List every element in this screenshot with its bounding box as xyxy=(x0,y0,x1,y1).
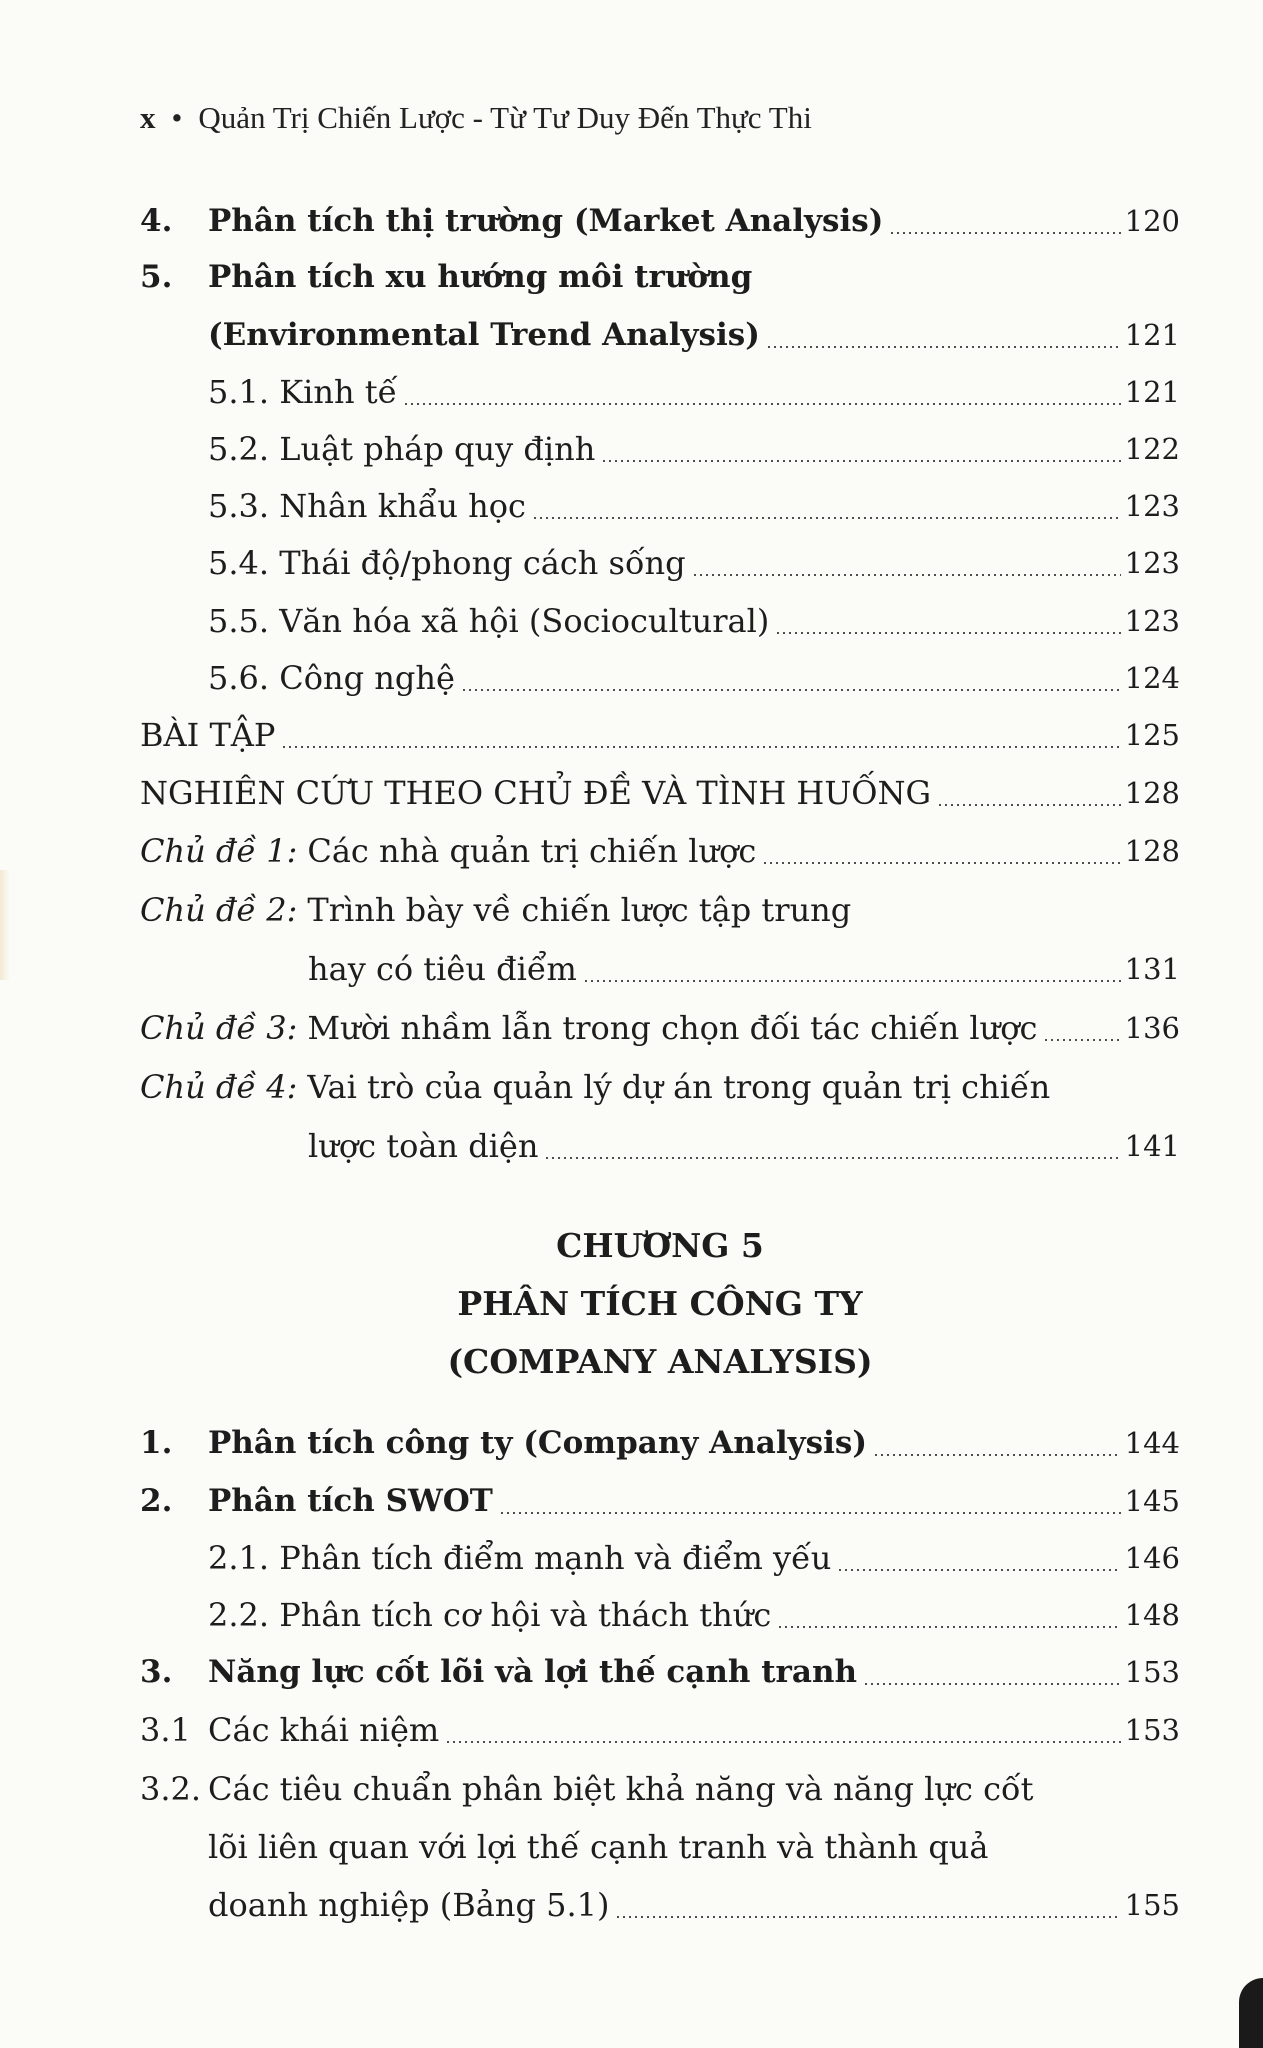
toc-entry-title: lược toàn diện xyxy=(308,1127,539,1165)
toc-entry-title: 5.3. Nhân khẩu học xyxy=(208,487,526,525)
dot-leader xyxy=(889,232,1120,234)
dot-leader xyxy=(281,746,1120,748)
toc-entry-5-6[interactable] xyxy=(208,653,1180,703)
toc-entry-topic-3[interactable] xyxy=(140,1003,1180,1053)
toc-page-number: 123 xyxy=(1124,604,1180,638)
toc-entry-number: 3.2. xyxy=(140,1770,202,1808)
toc-page-number: 120 xyxy=(1124,204,1180,238)
toc-page-number: 123 xyxy=(1124,489,1180,523)
dot-leader xyxy=(403,403,1120,405)
topic-prefix: Chủ đề 2: xyxy=(140,891,298,929)
book-title: Quản Trị Chiến Lược - Từ Tư Duy Đến Thực Thi xyxy=(198,100,812,135)
toc-entry-5-4[interactable] xyxy=(208,538,1180,588)
toc-entry-ch5-3-2-line3[interactable] xyxy=(208,1880,1180,1930)
toc-entry-5-1[interactable] xyxy=(208,367,1180,417)
toc-entry-ch5-2-2[interactable] xyxy=(208,1590,1180,1640)
toc-entry-ch5-3-1[interactable] xyxy=(140,1705,1180,1755)
dot-leader xyxy=(1043,1039,1120,1041)
chapter-number: CHƯƠNG 5 xyxy=(556,1226,764,1265)
dot-leader xyxy=(777,1626,1120,1628)
toc-page-number: 123 xyxy=(1124,546,1180,580)
toc-entry-case-studies[interactable] xyxy=(140,768,1180,818)
page-number-roman: x xyxy=(140,100,156,135)
toc-entry-title: NGHIÊN CỨU THEO CHỦ ĐỀ VÀ TÌNH HUỐNG xyxy=(140,774,932,812)
toc-page-number: 153 xyxy=(1124,1655,1180,1689)
toc-entry-number: 1. xyxy=(140,1425,173,1461)
toc-page-number: 121 xyxy=(1124,375,1180,409)
dot-leader xyxy=(583,980,1121,982)
dot-leader xyxy=(775,632,1120,634)
dot-leader xyxy=(445,1741,1120,1743)
toc-entry-title: Các khái niệm xyxy=(208,1711,440,1749)
dot-leader xyxy=(762,862,1120,864)
toc-entry-title: Phân tích công ty (Company Analysis) xyxy=(208,1425,867,1461)
page-corner-shadow xyxy=(1239,1978,1263,2048)
toc-entry-title: doanh nghiệp (Bảng 5.1) xyxy=(208,1886,610,1924)
toc-page-number: 128 xyxy=(1124,776,1180,810)
toc-entry-title: 2.1. Phân tích điểm mạnh và điểm yếu xyxy=(208,1539,832,1577)
toc-entry-title: Các tiêu chuẩn phân biệt khả năng và năng lực cốt xyxy=(208,1770,1034,1808)
topic-prefix: Chủ đề 3: xyxy=(140,1009,298,1047)
toc-entry-number: 3.1 xyxy=(140,1711,191,1749)
toc-entry-4[interactable] xyxy=(140,196,1180,246)
toc-page-number: 136 xyxy=(1124,1011,1180,1045)
toc-entry-topic-4-cont[interactable] xyxy=(308,1121,1180,1171)
toc-entry-5-cont[interactable] xyxy=(140,310,1180,360)
dot-leader xyxy=(532,517,1121,519)
toc-entry-title: Phân tích SWOT xyxy=(208,1483,493,1519)
toc-entry-5-5[interactable] xyxy=(208,596,1180,646)
toc-entry-title: Mười nhầm lẫn trong chọn đối tác chiến lược xyxy=(307,1009,1038,1047)
toc-entry-number: 3. xyxy=(140,1654,173,1690)
dot-leader xyxy=(863,1683,1121,1685)
toc-entry-title: 5.5. Văn hóa xã hội (Sociocultural) xyxy=(208,602,770,640)
toc-entry-ch5-1[interactable] xyxy=(140,1418,1180,1468)
toc-page-number: 141 xyxy=(1124,1129,1180,1163)
toc-entry-title: 5.6. Công nghệ xyxy=(208,659,455,697)
page-edge-shadow xyxy=(0,870,10,980)
toc-entry-ch5-2-1[interactable] xyxy=(208,1533,1180,1583)
dot-leader xyxy=(615,1916,1120,1918)
dot-leader xyxy=(837,1569,1120,1571)
toc-page-number: 124 xyxy=(1124,661,1180,695)
toc-entry-title: 2.2. Phân tích cơ hội và thách thức xyxy=(208,1596,772,1634)
toc-entry-exercises[interactable] xyxy=(140,710,1180,760)
toc-entry-title: 5.4. Thái độ/phong cách sống xyxy=(208,544,686,582)
dot-leader xyxy=(937,804,1121,806)
dot-leader xyxy=(601,460,1120,462)
toc-entry-5-3[interactable] xyxy=(208,481,1180,531)
dot-leader xyxy=(499,1512,1121,1514)
toc-entry-topic-2-cont[interactable] xyxy=(308,944,1180,994)
toc-page-number: 125 xyxy=(1124,718,1180,752)
toc-page-number: 145 xyxy=(1124,1484,1180,1518)
toc-entry-title: Phân tích xu hướng môi trường xyxy=(208,259,753,295)
toc-page-number: 146 xyxy=(1124,1541,1180,1575)
toc-entry-title: Năng lực cốt lõi và lợi thế cạnh tranh xyxy=(208,1654,858,1690)
toc-page-number: 155 xyxy=(1124,1888,1180,1922)
toc-page-number: 131 xyxy=(1124,952,1180,986)
dot-leader xyxy=(873,1454,1121,1456)
toc-entry-title: Các nhà quản trị chiến lược xyxy=(307,832,757,870)
toc-entry-topic-1[interactable] xyxy=(140,826,1180,876)
toc-entry-title: Phân tích thị trường (Market Analysis) xyxy=(208,203,884,239)
chapter-subtitle: (COMPANY ANALYSIS) xyxy=(447,1342,873,1381)
dot-leader xyxy=(692,574,1121,576)
toc-entry-ch5-2[interactable] xyxy=(140,1476,1180,1526)
toc-entry-ch5-3-2[interactable] xyxy=(140,1764,1180,1814)
dot-leader xyxy=(766,346,1121,348)
toc-page-number: 148 xyxy=(1124,1598,1180,1632)
toc-entry-ch5-3-2-line2: lõi liên quan với lợi thế cạnh tranh và thành quả xyxy=(208,1828,989,1866)
topic-prefix: Chủ đề 1: xyxy=(140,832,298,870)
bullet-separator: • xyxy=(171,100,183,135)
toc-entry-number: 4. xyxy=(140,203,173,239)
toc-page-number: 144 xyxy=(1124,1426,1180,1460)
toc-entry-title: BÀI TẬP xyxy=(140,716,276,754)
toc-entry-number: 5. xyxy=(140,259,173,295)
toc-entry-ch5-3[interactable] xyxy=(140,1647,1180,1697)
topic-prefix: Chủ đề 4: xyxy=(140,1068,298,1106)
toc-page-number: 153 xyxy=(1124,1713,1180,1747)
running-header xyxy=(140,100,812,136)
toc-entry-title: (Environmental Trend Analysis) xyxy=(208,317,760,353)
toc-entry-5-2[interactable] xyxy=(208,424,1180,474)
toc-entry-topic-4[interactable] xyxy=(140,1062,1180,1112)
toc-page-number: 128 xyxy=(1124,834,1180,868)
toc-entry-title: Trình bày về chiến lược tập trung xyxy=(307,891,852,929)
toc-entry-title: 5.1. Kinh tế xyxy=(208,373,398,411)
toc-entry-title: hay có tiêu điểm xyxy=(308,950,577,988)
chapter-title: PHÂN TÍCH CÔNG TY xyxy=(457,1284,863,1323)
toc-page-number: 122 xyxy=(1124,432,1180,466)
dot-leader xyxy=(461,689,1121,691)
toc-entry-title: Vai trò của quản lý dự án trong quản trị chiến xyxy=(307,1068,1051,1106)
toc-entry-5[interactable] xyxy=(140,252,1180,302)
dot-leader xyxy=(544,1157,1120,1159)
toc-entry-title: 5.2. Luật pháp quy định xyxy=(208,430,596,468)
toc-entry-number: 2. xyxy=(140,1483,173,1519)
toc-entry-topic-2[interactable] xyxy=(140,885,1180,935)
toc-page-number: 121 xyxy=(1124,318,1180,352)
